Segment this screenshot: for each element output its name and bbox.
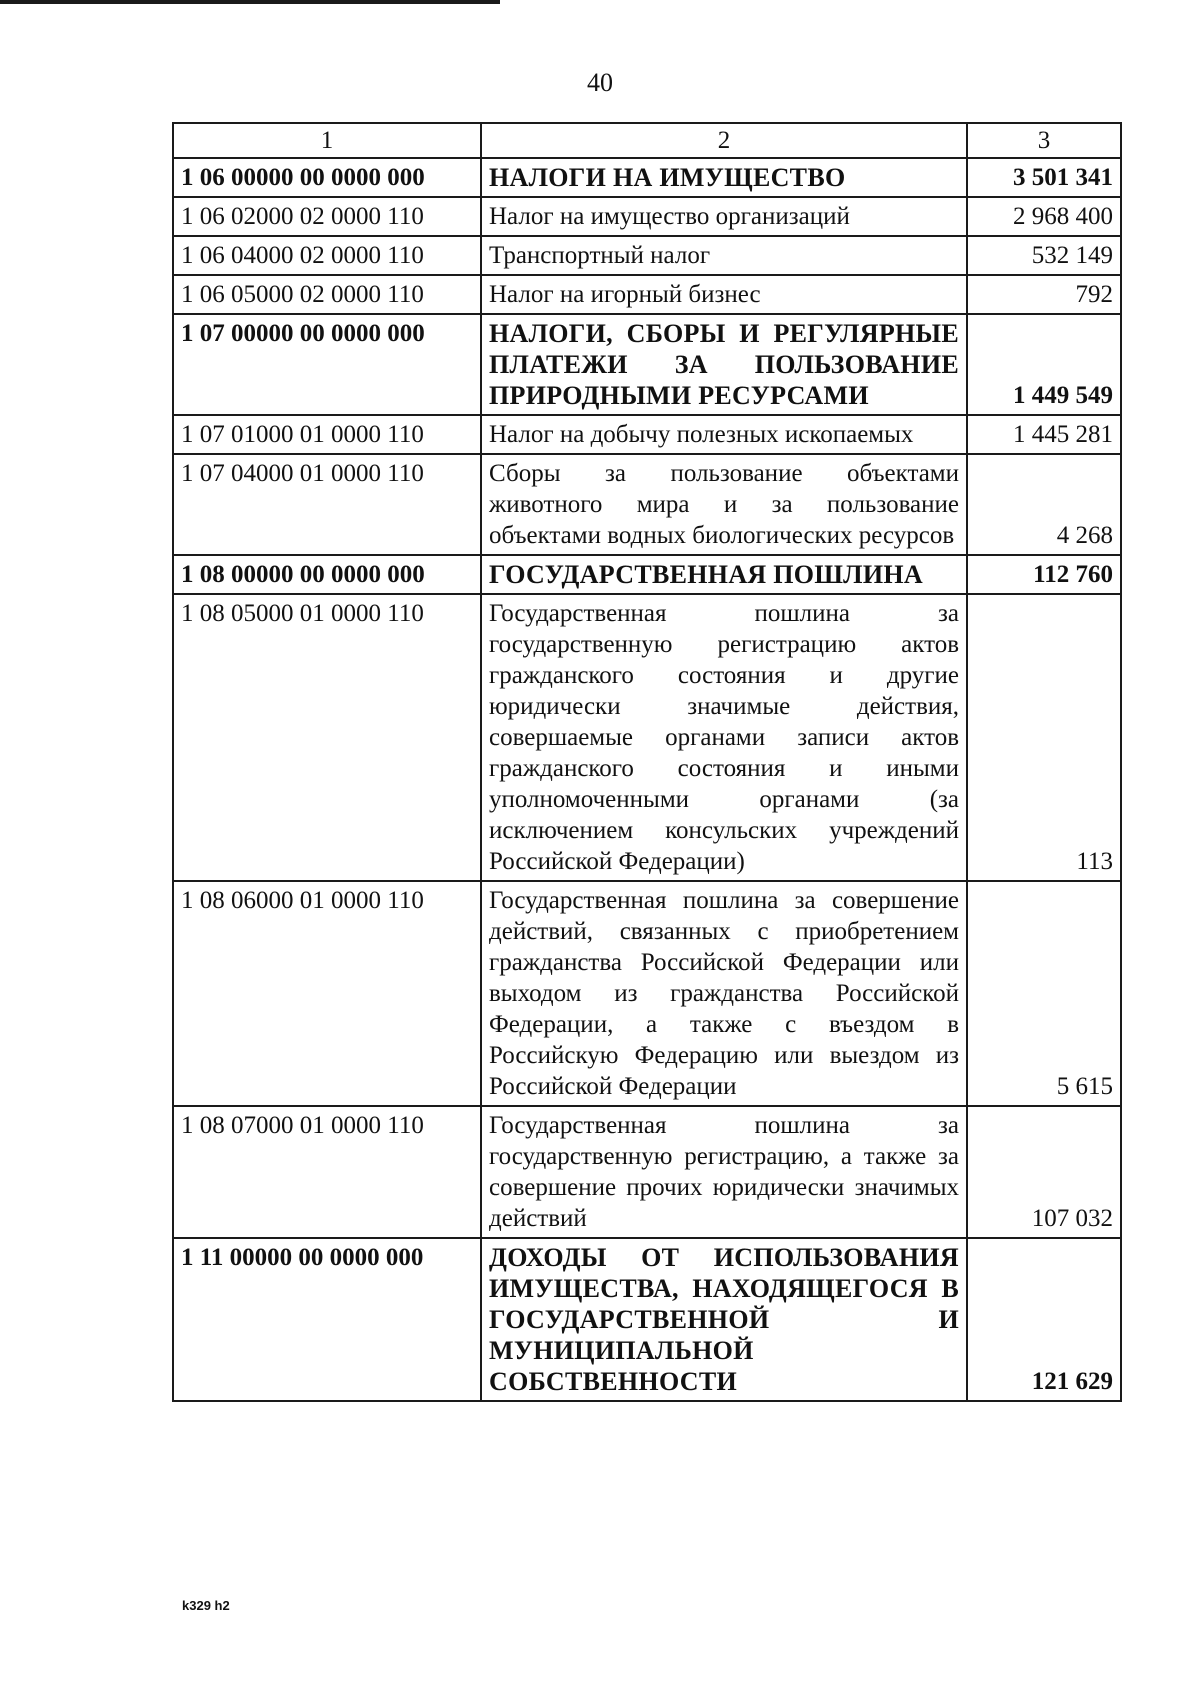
column-header-code: 1 <box>173 123 481 158</box>
table-row <box>173 454 1121 555</box>
amount-cell: 1 445 281 <box>967 415 1121 454</box>
revenue-table-container <box>172 122 1120 1402</box>
code-cell: 1 06 00000 00 0000 000 <box>173 158 481 197</box>
table-row <box>173 314 1121 415</box>
footer-document-code: k329 h2 <box>182 1598 230 1613</box>
table-row <box>173 555 1121 594</box>
name-cell: Налог на имущество организаций <box>481 197 967 236</box>
code-cell: 1 06 04000 02 0000 110 <box>173 236 481 275</box>
amount-cell: 112 760 <box>967 555 1121 594</box>
code-cell: 1 08 06000 01 0000 110 <box>173 881 481 1106</box>
amount-cell: 532 149 <box>967 236 1121 275</box>
name-cell: Сборы за пользование объектами животного мира и за пользование объектами водных биологических ресурсов <box>481 454 967 555</box>
code-cell: 1 08 07000 01 0000 110 <box>173 1106 481 1238</box>
table-row <box>173 275 1121 314</box>
table-row <box>173 1238 1121 1401</box>
table-row <box>173 415 1121 454</box>
name-cell: ГОСУДАРСТВЕННАЯ ПОШЛИНА <box>481 555 967 594</box>
column-header-name: 2 <box>481 123 967 158</box>
table-row <box>173 881 1121 1106</box>
amount-cell: 5 615 <box>967 881 1121 1106</box>
name-cell: НАЛОГИ, СБОРЫ И РЕГУЛЯРНЫЕ ПЛАТЕЖИ ЗА ПОЛЬЗОВАНИЕ ПРИРОДНЫМИ РЕСУРСАМИ <box>481 314 967 415</box>
code-cell: 1 07 00000 00 0000 000 <box>173 314 481 415</box>
code-cell: 1 07 01000 01 0000 110 <box>173 415 481 454</box>
amount-cell: 3 501 341 <box>967 158 1121 197</box>
name-cell: Государственная пошлина за государственную регистрацию актов гражданского состояния и другие юридически значимые действия, совершаемые органами записи актов гражданского состояния и иными уполномоченными органами (за исключением консульских учреждений Российской Федерации) <box>481 594 967 881</box>
table-header-row <box>173 123 1121 158</box>
table-row <box>173 158 1121 197</box>
name-cell: Государственная пошлина за совершение действий, связанных с приобретением гражданства Российской Федерации или выходом из гражданства Российской Федерации, а также с въездом в Российскую Федерацию или выездом из Российской Федерации <box>481 881 967 1106</box>
column-header-amount: 3 <box>967 123 1121 158</box>
name-cell: Транспортный налог <box>481 236 967 275</box>
code-cell: 1 08 05000 01 0000 110 <box>173 594 481 881</box>
amount-cell: 113 <box>967 594 1121 881</box>
amount-cell: 1 449 549 <box>967 314 1121 415</box>
amount-cell: 121 629 <box>967 1238 1121 1401</box>
code-cell: 1 06 02000 02 0000 110 <box>173 197 481 236</box>
code-cell: 1 08 00000 00 0000 000 <box>173 555 481 594</box>
table-body <box>173 158 1121 1401</box>
amount-cell: 2 968 400 <box>967 197 1121 236</box>
table-row <box>173 1106 1121 1238</box>
code-cell: 1 11 00000 00 0000 000 <box>173 1238 481 1401</box>
code-cell: 1 06 05000 02 0000 110 <box>173 275 481 314</box>
name-cell: ДОХОДЫ ОТ ИСПОЛЬЗОВАНИЯ ИМУЩЕСТВА, НАХОДЯЩЕГОСЯ В ГОСУДАРСТВЕННОЙ И МУНИЦИПАЛЬНОЙ СОБСТВЕННОСТИ <box>481 1238 967 1401</box>
name-cell: Государственная пошлина за государственную регистрацию, а также за совершение прочих юридически значимых действий <box>481 1106 967 1238</box>
page-number: 40 <box>587 68 613 97</box>
amount-cell: 792 <box>967 275 1121 314</box>
amount-cell: 107 032 <box>967 1106 1121 1238</box>
table-row <box>173 594 1121 881</box>
table-row <box>173 236 1121 275</box>
name-cell: Налог на игорный бизнес <box>481 275 967 314</box>
name-cell: Налог на добычу полезных ископаемых <box>481 415 967 454</box>
name-cell: НАЛОГИ НА ИМУЩЕСТВО <box>481 158 967 197</box>
table-row <box>173 197 1121 236</box>
revenue-table <box>172 122 1122 1402</box>
code-cell: 1 07 04000 01 0000 110 <box>173 454 481 555</box>
scan-top-edge <box>0 0 500 4</box>
amount-cell: 4 268 <box>967 454 1121 555</box>
